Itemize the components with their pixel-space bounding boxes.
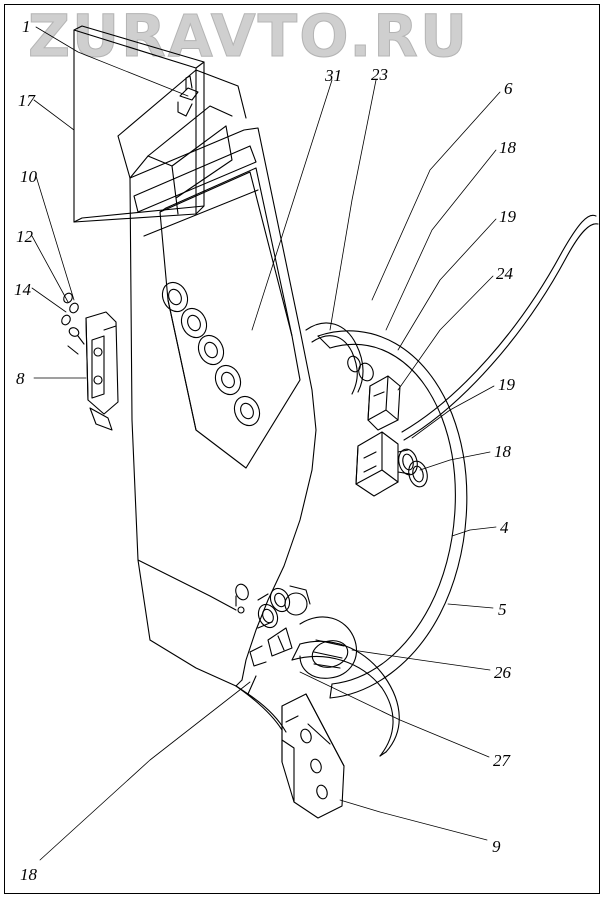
callout-26[interactable]: 26 — [494, 663, 511, 682]
callout-19-lower[interactable]: 19 — [498, 375, 515, 394]
callout-4[interactable]: 4 — [500, 518, 509, 537]
callout-27[interactable]: 27 — [493, 751, 510, 770]
callout-5[interactable]: 5 — [498, 600, 507, 619]
callout-12[interactable]: 12 — [16, 227, 33, 246]
watermark-text: ZURAVTO.RU — [28, 2, 470, 70]
callout-9[interactable]: 9 — [492, 837, 501, 856]
callout-19-upper[interactable]: 19 — [499, 207, 516, 226]
callout-31[interactable]: 31 — [325, 66, 342, 85]
callout-18-bottom[interactable]: 18 — [20, 865, 37, 884]
leader-lines — [32, 27, 500, 860]
callout-1[interactable]: 1 — [22, 17, 31, 36]
callout-18-upper[interactable]: 18 — [499, 138, 516, 157]
callout-18-lower[interactable]: 18 — [494, 442, 511, 461]
callout-14[interactable]: 14 — [14, 280, 31, 299]
callout-24[interactable]: 24 — [496, 264, 513, 283]
callout-10[interactable]: 10 — [20, 167, 37, 186]
callout-17[interactable]: 17 — [18, 91, 35, 110]
callout-8[interactable]: 8 — [16, 369, 25, 388]
callout-23[interactable]: 23 — [371, 65, 388, 84]
callout-6[interactable]: 6 — [504, 79, 513, 98]
